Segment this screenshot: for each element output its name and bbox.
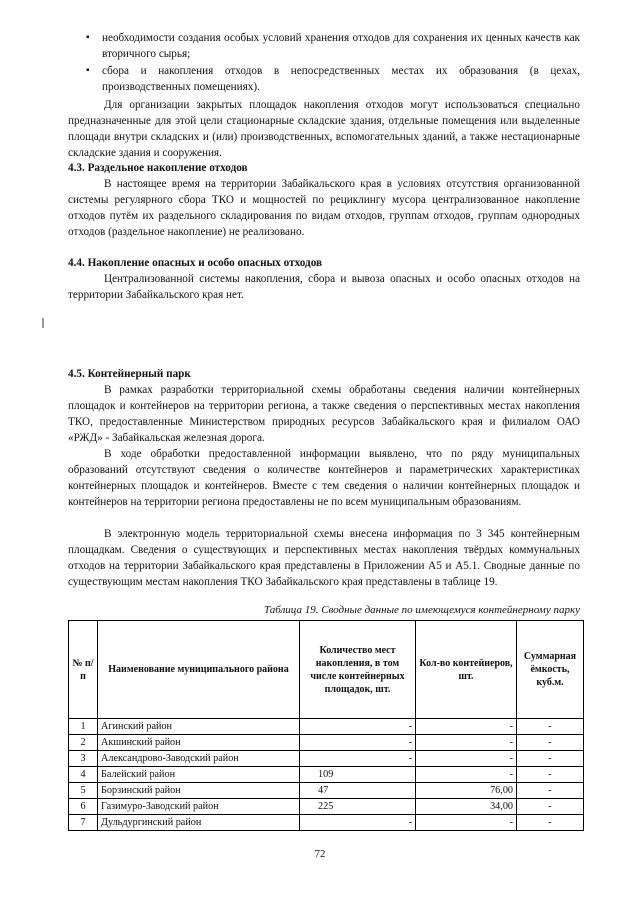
cell-district: Александрово-Заводский район bbox=[98, 751, 300, 767]
cell-containers: 34,00 bbox=[416, 799, 517, 815]
table-row bbox=[69, 767, 584, 783]
bullet-text: необходимости создания особых условий хранения отходов для сохранения их ценных качеств как вторичного сырья; bbox=[102, 32, 580, 60]
container-table bbox=[68, 620, 584, 831]
cell-district: Газимуро-Заводский район bbox=[98, 799, 300, 815]
cell-places: - bbox=[300, 735, 416, 751]
bullet-item bbox=[86, 63, 580, 95]
table-caption: Таблица 19. Сводные данные по имеющемуся контейнерному парку bbox=[264, 604, 580, 616]
cell-capacity: - bbox=[517, 719, 584, 735]
cell-places: - bbox=[300, 719, 416, 735]
paragraph-data-gaps: В ходе обработки предоставленной информации выявлено, что по ряду муниципальных образований отсутствуют сведения о количестве контейнеров и параметрических характеристиках контейнерных площадок и контейнеров. Вместе с тем сведения о наличии контейнерных площадок и контейнеров на территории региона предоставлены не по всем муниципальным образованиям. bbox=[68, 448, 580, 508]
table-row bbox=[69, 815, 584, 831]
cell-containers: - bbox=[416, 751, 517, 767]
cell-capacity: - bbox=[517, 767, 584, 783]
cell-containers: - bbox=[416, 815, 517, 831]
cell-num: 7 bbox=[69, 815, 98, 831]
paragraph-closed-sites: Для организации закрытых площадок накопления отходов могут использоваться специально предназначенные для этой цели стационарные складские здания, отдельные помещения или выделенные площади внутри складских и (или) производственных, вспомогательных зданий, а также нестационарные складские здания и сооружения. bbox=[68, 99, 580, 159]
paragraph-separate-collection: В настоящее время на территории Забайкальского края в условиях отсутствия организованной системы регулярного сбора ТКО и мощностей по рециклингу мусора централизованное накопление отходов путём их раздельного складирования по видам отходов, группам отходов, группам однородных отходов (раздельное накопление) не реализовано. bbox=[68, 178, 580, 238]
table-row bbox=[69, 751, 584, 767]
cell-district: Дульдургинский район bbox=[98, 815, 300, 831]
heading-4-3: 4.3. Раздельное накопление отходов bbox=[68, 162, 248, 174]
header-district: Наименование муниципального района bbox=[98, 621, 300, 719]
cell-places: - bbox=[300, 815, 416, 831]
bullet-item bbox=[86, 30, 580, 62]
table-row bbox=[69, 735, 584, 751]
header-places: Количество мест накопления, в том числе контейнерных площадок, шт. bbox=[300, 621, 416, 719]
cell-capacity: - bbox=[517, 815, 584, 831]
cell-capacity: - bbox=[517, 735, 584, 751]
cell-containers: - bbox=[416, 767, 517, 783]
cell-num: 1 bbox=[69, 719, 98, 735]
cell-containers: 76,00 bbox=[416, 783, 517, 799]
cell-containers: - bbox=[416, 735, 517, 751]
paragraph-container-intro: В рамках разработки территориальной схемы обработаны сведения наличии контейнерных площадок и контейнеров на территории региона, а также сведения о перспективных местах накопления ТКО, предоставленные Министерством природных ресурсов Забайкальского края и филиалом ОАО «РЖД» - Забайкальская железная дорога. bbox=[68, 384, 580, 444]
heading-4-4: 4.4. Накопление опасных и особо опасных отходов bbox=[68, 257, 323, 269]
bullet-text: сбора и накопления отходов в непосредственных местах их образования (в цехах, производственных помещениях). bbox=[102, 65, 580, 93]
table-row bbox=[69, 783, 584, 799]
bullet-glyph: ▪ bbox=[86, 32, 90, 43]
cell-capacity: - bbox=[517, 799, 584, 815]
table-row bbox=[69, 799, 584, 815]
cell-num: 4 bbox=[69, 767, 98, 783]
table-row bbox=[69, 719, 584, 735]
cell-num: 2 bbox=[69, 735, 98, 751]
bullet-glyph: ▪ bbox=[86, 65, 90, 76]
header-capacity: Суммарная ёмкость, куб.м. bbox=[517, 621, 584, 719]
cell-district: Борзинский район bbox=[98, 783, 300, 799]
header-containers: Кол-во контейнеров, шт. bbox=[416, 621, 517, 719]
cell-places: 225 bbox=[300, 799, 416, 815]
header-num: № п/п bbox=[69, 621, 98, 719]
cell-num: 6 bbox=[69, 799, 98, 815]
cell-num: 5 bbox=[69, 783, 98, 799]
paragraph-electronic-model: В электронную модель территориальной схемы внесена информация по 3 345 контейнерным площадкам. Сведения о существующих и перспективных местах накопления твёрдых коммунальных отходов на территории Забайкальского края представлены в Приложении А5 и А5.1. Сводные данные по существующим местам накопления ТКО Забайкальского края представлены в таблице 19. bbox=[68, 528, 580, 588]
table-header-row bbox=[69, 621, 584, 719]
cell-district: Агинский район bbox=[98, 719, 300, 735]
cell-containers: - bbox=[416, 719, 517, 735]
page-number: 72 bbox=[314, 848, 326, 860]
cell-district: Балейский район bbox=[98, 767, 300, 783]
cell-places: - bbox=[300, 751, 416, 767]
cell-capacity: - bbox=[517, 751, 584, 767]
heading-4-5: 4.5. Контейнерный парк bbox=[68, 368, 191, 380]
cell-capacity: - bbox=[517, 783, 584, 799]
cell-places: 109 bbox=[300, 767, 416, 783]
cell-district: Акшинский район bbox=[98, 735, 300, 751]
cell-num: 3 bbox=[69, 751, 98, 767]
margin-mark bbox=[42, 318, 44, 328]
paragraph-hazardous: Централизованной системы накопления, сбора и вывоза опасных и особо опасных отходов на территории Забайкальского края нет. bbox=[68, 273, 580, 301]
cell-places: 47 bbox=[300, 783, 416, 799]
